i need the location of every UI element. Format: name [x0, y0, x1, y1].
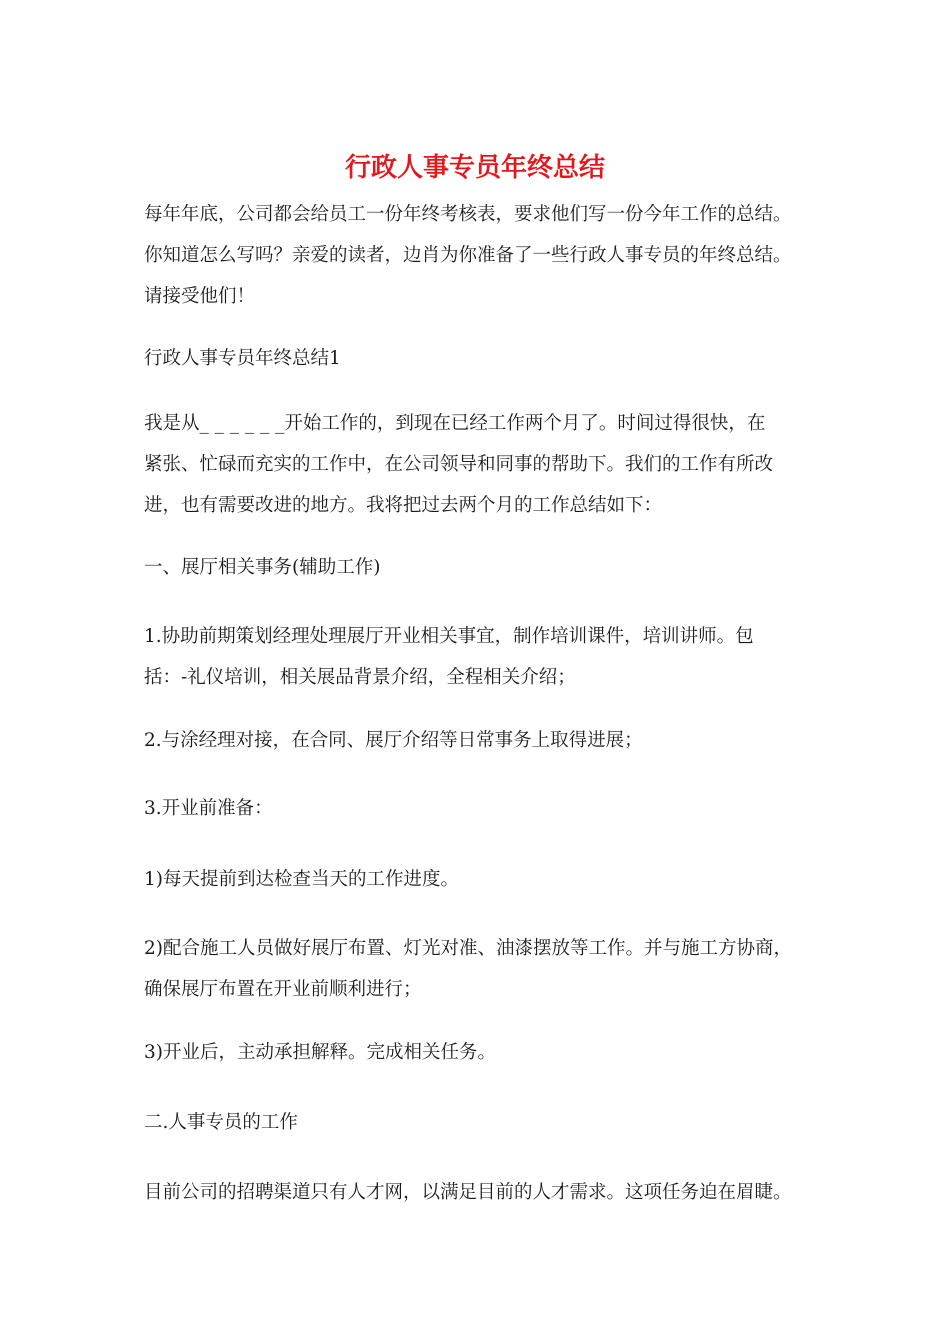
text-line: 紧张、忙碌而充实的工作中，在公司领导和同事的帮助下。我们的工作有所改	[144, 454, 774, 475]
text-line: 3.开业前准备：	[144, 798, 273, 819]
text-line: 2)配合施工人员做好展厅布置、灯光对准、油漆摆放等工作。并与施工方协商，	[144, 938, 792, 959]
body-paragraph	[144, 1172, 814, 1213]
body-paragraph	[144, 403, 814, 526]
text-line: 括：-礼仪培训，相关展品背景介绍，全程相关介绍；	[144, 667, 576, 688]
text-line: 3)开业后，主动承担解释。完成相关任务。	[144, 1042, 496, 1063]
document-title: 行政人事专员年终总结	[344, 153, 605, 183]
text-line: 每年年底，公司都会给员工一份年终考核表，要求他们写一份今年工作的总结。	[144, 204, 792, 225]
text-line: 确保展厅布置在开业前顺利进行；	[144, 979, 422, 1000]
text-line: 一、展厅相关事务(辅助工作)	[144, 557, 381, 578]
text-line: 行政人事专员年终总结1	[144, 348, 341, 369]
text-line: 目前公司的招聘渠道只有人才网，以满足目前的人才需求。这项任务迫在眉睫。	[144, 1182, 792, 1203]
body-paragraph	[144, 788, 814, 829]
text-line: 你知道怎么写吗？亲爱的读者，边肖为你准备了一些行政人事专员的年终总结。	[144, 245, 792, 266]
text-line: 我是从_ _ _ _ _ _开始工作的，到现在已经工作两个月了。时间过得很快，在	[144, 413, 766, 434]
text-line: 1.协助前期策划经理处理展厅开业相关事宜，制作培训课件，培训讲师。包	[144, 626, 754, 647]
text-line: 2.与涂经理对接，在合同、展厅介绍等日常事务上取得进展；	[144, 730, 643, 751]
body-paragraph	[144, 720, 814, 761]
body-paragraph	[144, 616, 814, 698]
section-heading	[144, 547, 814, 588]
text-line: 进，也有需要改进的地方。我将把过去两个月的工作总结如下：	[144, 495, 663, 516]
intro-paragraph	[144, 194, 814, 317]
text-line: 二.人事专员的工作	[144, 1112, 298, 1133]
body-paragraph	[144, 859, 814, 900]
body-paragraph	[144, 928, 814, 1010]
text-line: 1)每天提前到达检查当天的工作进度。	[144, 869, 459, 890]
section-heading	[144, 338, 814, 379]
text-line: 请接受他们！	[144, 286, 256, 307]
body-paragraph	[144, 1032, 814, 1073]
section-heading	[144, 1102, 814, 1143]
